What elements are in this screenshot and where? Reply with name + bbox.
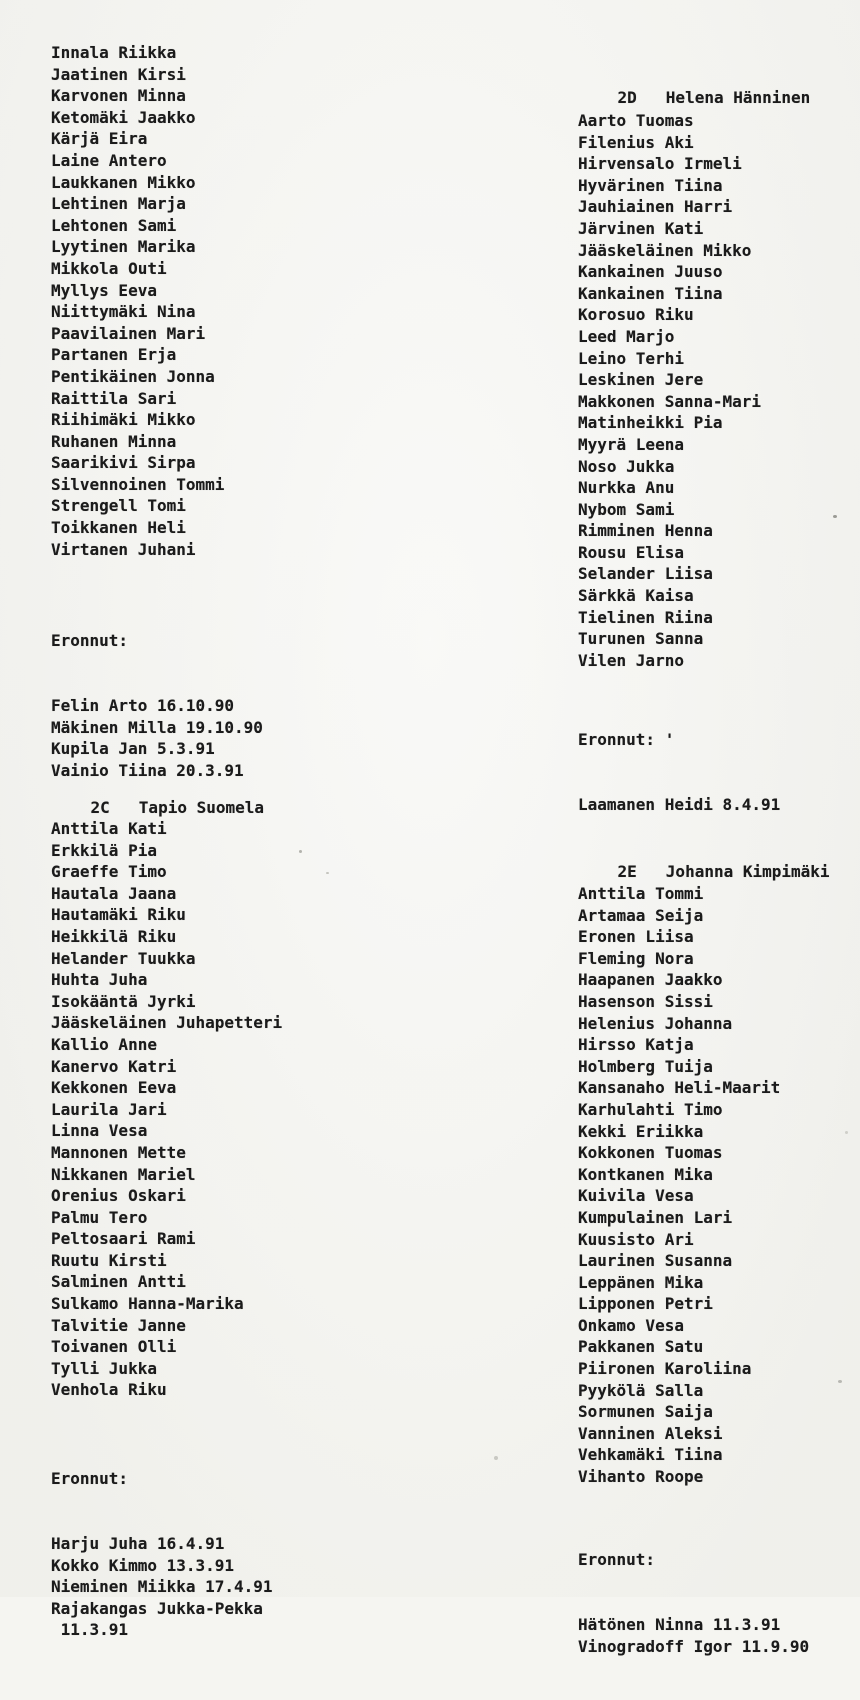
student-name: Kansanaho Heli-Maarit (578, 1078, 781, 1098)
student-name: Laurinen Susanna (578, 1251, 733, 1271)
eronnut-label: Eronnut: (51, 1469, 129, 1489)
eronnut-entry: Laamanen Heidi 8.4.91 (578, 794, 781, 814)
student-name: Leed Marjo (578, 326, 675, 346)
class-2c-eronnut-section (51, 1425, 273, 1684)
student-name: Rousu Elisa (578, 542, 684, 562)
student-name: Artamaa Seija (578, 905, 704, 925)
eronnut-entry: Kokko Kimmo 13.3.91 (51, 1555, 235, 1575)
eronnut-entry: Kupila Jan 5.3.91 (51, 739, 215, 759)
student-name: Jauhiainen Harri (578, 197, 733, 217)
student-name: Kumpulainen Lari (578, 1207, 733, 1227)
student-name: Nybom Sami (578, 499, 675, 519)
student-name: Lipponen Petri (578, 1294, 713, 1314)
student-name: Venhola Riku (51, 1380, 167, 1400)
eronnut-label: Eronnut: ' (578, 730, 675, 750)
class-2d-student-list (578, 110, 761, 671)
student-name: Leppänen Mika (578, 1272, 704, 1292)
student-name: Kokkonen Tuomas (578, 1143, 723, 1163)
class-code: 2C (90, 797, 110, 817)
student-name: Lehtonen Sami (51, 215, 177, 235)
student-name: Piironen Karoliina (578, 1359, 752, 1379)
student-name: Leino Terhi (578, 348, 684, 368)
student-name: Laurila Jari (51, 1099, 167, 1119)
student-name: Filenius Aki (578, 132, 694, 152)
eronnut-entry-list (578, 794, 780, 816)
student-name: Pentikäinen Jonna (51, 366, 215, 386)
class-2c-student-list (51, 818, 282, 1401)
student-name: Laine Antero (51, 150, 167, 170)
student-name: Selander Liisa (578, 564, 713, 584)
eronnut-entry: Vinogradoff Igor 11.9.90 (578, 1636, 810, 1656)
student-name: Anttila Kati (51, 819, 167, 838)
student-name: Kontkanen Mika (578, 1164, 713, 1184)
class-2d-eronnut-section (578, 686, 780, 859)
eronnut-entry-list (578, 1614, 809, 1657)
class-teacher: Helena Hänninen (665, 87, 811, 107)
student-name: Toivanen Olli (51, 1337, 177, 1357)
student-name: Särkkä Kaisa (578, 586, 694, 606)
student-name: Peltosaari Rami (51, 1229, 196, 1249)
student-name: Myyrä Leena (578, 434, 684, 454)
student-name: Nikkanen Mariel (51, 1164, 196, 1184)
student-name: Talvitie Janne (51, 1315, 186, 1335)
student-name: Isokääntä Jyrki (51, 991, 196, 1011)
student-name: Kanervo Katri (51, 1056, 177, 1076)
student-name: Orenius Oskari (51, 1186, 186, 1206)
student-name: Niittymäki Nina (51, 302, 196, 322)
eronnut-entry-list (51, 695, 263, 781)
student-name: Hautala Jaana (51, 883, 177, 903)
class-code: 2E (617, 861, 637, 881)
student-name: Karhulahti Timo (578, 1099, 723, 1119)
student-name: Onkamo Vesa (578, 1315, 684, 1335)
student-name: Innala Riikka (51, 43, 177, 62)
student-name: Korosuo Riku (578, 305, 694, 325)
student-name: Palmu Tero (51, 1207, 148, 1227)
class-2e-student-list (578, 883, 780, 1488)
eronnut-entry: Rajakangas Jukka-Pekka (51, 1598, 263, 1618)
student-name: Salminen Antti (51, 1272, 186, 1292)
student-name: Kankainen Tiina (578, 283, 723, 303)
student-name: Ruhanen Minna (51, 431, 177, 451)
student-name: Kärjä Eira (51, 129, 148, 149)
student-name: Holmberg Tuija (578, 1056, 713, 1076)
student-name: Raittila Sari (51, 388, 177, 408)
student-name: Nurkka Anu (578, 478, 675, 498)
student-name: Strengell Tomi (51, 496, 186, 516)
student-name: Hirsso Katja (578, 1035, 694, 1055)
student-name: Jääskeläinen Juhapetteri (51, 1013, 283, 1033)
student-name: Mannonen Mette (51, 1142, 186, 1162)
student-name: Vanninen Aleksi (578, 1423, 723, 1443)
student-name: Partanen Erja (51, 345, 177, 365)
student-name: Helander Tuukka (51, 948, 196, 968)
student-name: Kekki Eriikka (578, 1121, 704, 1141)
student-name: Haapanen Jaakko (578, 970, 723, 990)
student-name: Makkonen Sanna-Mari (578, 391, 762, 411)
student-name: Lyytinen Marika (51, 237, 196, 257)
student-name: Anttila Tommi (578, 884, 704, 903)
class-2e-eronnut-section (578, 1506, 809, 1700)
student-name: Karvonen Minna (51, 86, 186, 106)
student-name: Pyykölä Salla (578, 1380, 704, 1400)
scan-speck (299, 850, 302, 853)
student-name: Riihimäki Mikko (51, 410, 196, 430)
student-name: Vilen Jarno (578, 650, 684, 670)
student-name: Rimminen Henna (578, 521, 713, 541)
eronnut-entry: Felin Arto 16.10.90 (51, 695, 235, 715)
class-teacher: Johanna Kimpimäki (665, 861, 830, 881)
eronnut-label: Eronnut: (578, 1550, 656, 1570)
student-name: Turunen Sanna (578, 629, 704, 649)
student-name: Eronen Liisa (578, 927, 694, 947)
student-name: Aarto Tuomas (578, 111, 694, 130)
student-name: Jaatinen Kirsi (51, 64, 186, 84)
eronnut-entry: 11.3.91 (51, 1620, 129, 1640)
eronnut-entry: Nieminen Miikka 17.4.91 (51, 1577, 273, 1597)
scan-speck (494, 1456, 498, 1460)
student-name: Fleming Nora (578, 948, 694, 968)
left-top-student-list (51, 42, 224, 560)
eronnut-label: Eronnut: (51, 631, 129, 651)
student-name: Graeffe Timo (51, 862, 167, 882)
eronnut-entry: Mäkinen Milla 19.10.90 (51, 717, 263, 737)
student-name: Myllys Eeva (51, 280, 157, 300)
student-name: Lehtinen Marja (51, 194, 186, 214)
student-name: Mikkola Outi (51, 258, 167, 278)
student-name: Sulkamo Hanna-Marika (51, 1294, 244, 1314)
student-name: Leskinen Jere (578, 370, 704, 390)
scan-speck (326, 872, 329, 874)
student-name: Linna Vesa (51, 1121, 148, 1141)
student-name: Tielinen Riina (578, 607, 713, 627)
scan-speck (838, 1380, 842, 1383)
class-code: 2D (617, 87, 637, 107)
student-name: Erkkilä Pia (51, 840, 157, 860)
student-name: Hasenson Sissi (578, 991, 713, 1011)
student-name: Saarikivi Sirpa (51, 453, 196, 473)
student-name: Kekkonen Eeva (51, 1078, 177, 1098)
student-name: Tylli Jukka (51, 1358, 157, 1378)
student-name: Noso Jukka (578, 456, 675, 476)
student-name: Matinheikki Pia (578, 413, 723, 433)
student-name: Sormunen Saija (578, 1402, 713, 1422)
student-name: Kallio Anne (51, 1034, 157, 1054)
student-name: Vihanto Roope (578, 1467, 704, 1487)
student-name: Vehkamäki Tiina (578, 1445, 723, 1465)
student-name: Toikkanen Heli (51, 518, 186, 538)
student-name: Helenius Johanna (578, 1013, 733, 1033)
student-name: Ketomäki Jaakko (51, 107, 196, 127)
student-name: Paavilainen Mari (51, 323, 206, 343)
eronnut-entry: Hätönen Ninna 11.3.91 (578, 1614, 781, 1634)
student-name: Kuivila Vesa (578, 1186, 694, 1206)
student-name: Ruutu Kirsti (51, 1250, 167, 1270)
student-name: Järvinen Kati (578, 218, 704, 238)
student-name: Huhta Juha (51, 970, 148, 990)
class-teacher: Tapio Suomela (138, 797, 265, 817)
student-name: Silvennoinen Tommi (51, 474, 225, 494)
student-name: Laukkanen Mikko (51, 172, 196, 192)
eronnut-entry-list (51, 1533, 273, 1641)
student-name: Pakkanen Satu (578, 1337, 704, 1357)
student-name: Jääskeläinen Mikko (578, 240, 752, 260)
eronnut-entry: Vainio Tiina 20.3.91 (51, 760, 244, 780)
student-name: Kuusisto Ari (578, 1229, 694, 1249)
student-name: Hautamäki Riku (51, 905, 186, 925)
scan-speck (833, 515, 837, 518)
scan-speck (845, 1131, 848, 1134)
student-name: Heikkilä Riku (51, 926, 177, 946)
eronnut-entry: Harju Juha 16.4.91 (51, 1533, 225, 1553)
student-name: Virtanen Juhani (51, 539, 196, 559)
student-name: Hirvensalo Irmeli (578, 154, 742, 174)
student-name: Hyvärinen Tiina (578, 175, 723, 195)
student-name: Kankainen Juuso (578, 262, 723, 282)
